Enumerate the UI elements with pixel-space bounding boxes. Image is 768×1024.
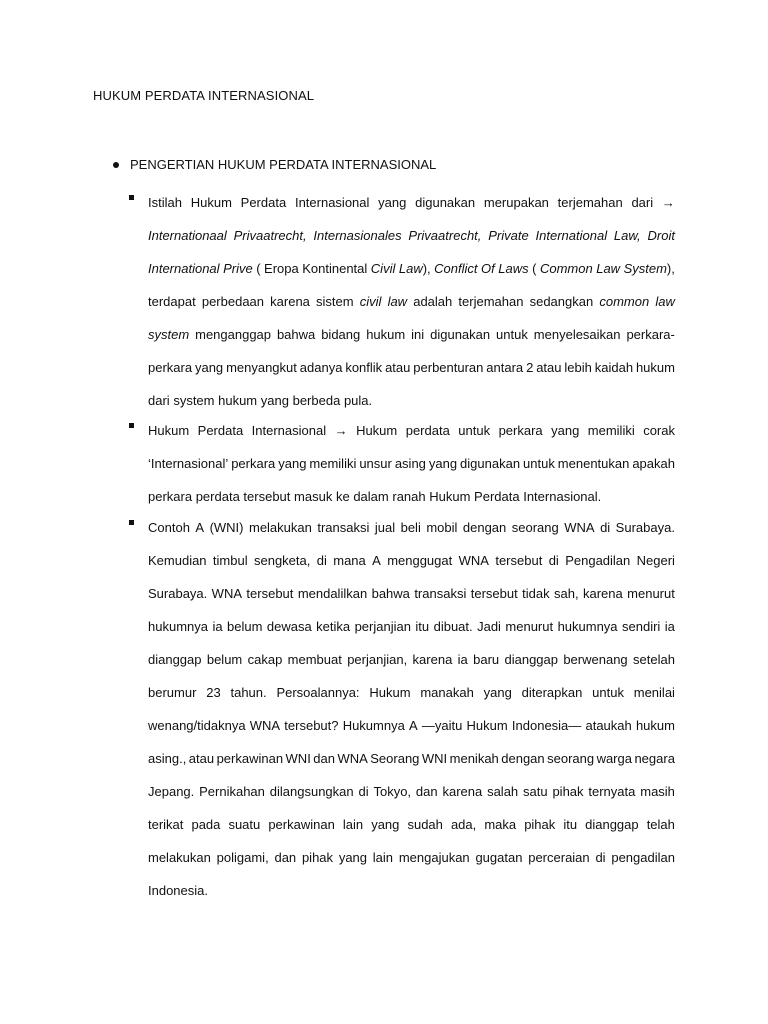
word: WNA: [564, 520, 595, 535]
word: membuat: [287, 652, 342, 667]
word: Perdata: [197, 423, 244, 438]
word: masih: [640, 784, 675, 799]
word: seorang: [511, 520, 559, 535]
word: menyelesaikan: [533, 327, 621, 342]
word: tersebut: [470, 586, 518, 601]
word: Hukum: [148, 423, 190, 438]
text-line: [148, 186, 675, 219]
square-bullet-icon: [129, 195, 134, 200]
word: sah,: [554, 586, 579, 601]
word: hukum: [218, 393, 258, 408]
word: menyangkut: [226, 360, 297, 375]
word: memiliki: [309, 456, 357, 471]
word: Hukum: [369, 685, 411, 700]
word: menurut: [627, 586, 675, 601]
word: merupakan: [483, 195, 549, 210]
word: dilangsungkan: [269, 784, 354, 799]
word: atau: [188, 751, 215, 766]
word: 2: [526, 360, 534, 375]
word: transaksi: [317, 520, 370, 535]
text-line: [148, 775, 675, 808]
word: menentukan: [557, 456, 630, 471]
word: dibuat.: [433, 619, 473, 634]
word: hukum: [635, 360, 675, 375]
word: diterapkan: [521, 685, 583, 700]
word: sudah: [407, 817, 443, 832]
word: hukumnya: [557, 619, 618, 634]
word: masuk: [294, 489, 333, 504]
word: itu: [563, 817, 578, 832]
word: wenang/tidaknya: [148, 718, 246, 733]
word: dianggap: [585, 817, 639, 832]
word: Internasional.: [523, 489, 602, 504]
word: Hukumnya: [342, 718, 405, 733]
word: lain: [372, 850, 394, 865]
word: yang: [194, 360, 224, 375]
word: Law),: [398, 261, 431, 276]
word: seorang: [547, 751, 595, 766]
word: sedangkan: [529, 294, 594, 309]
word: baru: [473, 652, 500, 667]
word: karena: [270, 294, 310, 309]
word: Surabaya.: [615, 520, 675, 535]
text-line: [148, 676, 675, 709]
word: transaksi: [414, 586, 467, 601]
word: berumur: [148, 685, 197, 700]
word: Contoh: [148, 520, 190, 535]
word: —yaitu: [421, 718, 463, 733]
word: tersebut?: [284, 718, 339, 733]
word: perdata: [195, 489, 240, 504]
word: tersebut: [495, 553, 543, 568]
word: common: [599, 294, 650, 309]
word: lebih: [564, 360, 592, 375]
text-line: [148, 610, 675, 643]
word: menurut: [505, 619, 554, 634]
word: poligami,: [216, 850, 269, 865]
word: maka: [484, 817, 517, 832]
word: terjemahan: [458, 294, 524, 309]
word: Persoalannya:: [276, 685, 360, 700]
word: Kontinental: [302, 261, 368, 276]
word: perbenturan: [413, 360, 484, 375]
word: terdapat: [148, 294, 196, 309]
word: apakah: [632, 456, 675, 471]
word: mengajukan: [398, 850, 470, 865]
word: Hukum: [356, 423, 398, 438]
word: tidak: [522, 586, 550, 601]
word: (: [256, 261, 261, 276]
word: yang: [371, 817, 400, 832]
word: Indonesia—: [511, 718, 582, 733]
paragraph: [148, 186, 675, 417]
word: bahwa: [276, 327, 316, 342]
word: perkara: [498, 423, 543, 438]
word: menilai: [633, 685, 675, 700]
word: karena: [583, 586, 623, 601]
word: International: [148, 261, 220, 276]
word: law: [655, 294, 675, 309]
word: perjanjian: [354, 619, 411, 634]
word: WNA: [337, 751, 368, 766]
word: suatu: [228, 817, 261, 832]
word: di: [600, 520, 611, 535]
word: International: [535, 228, 608, 243]
word: ia: [664, 619, 675, 634]
word: law: [387, 294, 408, 309]
word: di: [316, 553, 327, 568]
word: dengan: [462, 520, 507, 535]
word: Droit: [647, 228, 675, 243]
word: perkawinan: [216, 751, 284, 766]
word: untuk: [458, 423, 491, 438]
word: belum: [227, 619, 263, 634]
word: yang: [378, 195, 407, 210]
word: asing.,: [148, 751, 187, 766]
word: dan: [274, 850, 297, 865]
word: hukumnya: [148, 619, 208, 634]
text-line: [148, 480, 675, 513]
word: →: [334, 423, 348, 438]
word: tahun.: [230, 685, 267, 700]
word: hukum: [366, 327, 406, 342]
word: Seorang: [370, 751, 420, 766]
text-line: [148, 742, 675, 775]
word: ternyata: [588, 784, 636, 799]
word: karena: [412, 652, 453, 667]
word: menganggap: [195, 327, 272, 342]
word: menggugat: [387, 553, 453, 568]
word: mana: [333, 553, 366, 568]
text-line: [148, 841, 675, 874]
word: Internasionales: [313, 228, 402, 243]
word: sendiri: [622, 619, 661, 634]
word: belum: [206, 652, 243, 667]
word: pula.: [343, 393, 373, 408]
word: atau: [385, 360, 411, 375]
word: perceraian: [528, 850, 590, 865]
word: untuk: [496, 327, 528, 342]
word: System),: [623, 261, 675, 276]
word: →: [661, 195, 675, 210]
word: A: [409, 718, 418, 733]
word: Hukum: [429, 489, 471, 504]
word: manakah: [420, 685, 474, 700]
word: setelah: [633, 652, 675, 667]
word: itu: [415, 619, 430, 634]
word: Indonesia.: [148, 883, 208, 898]
word: 23: [206, 685, 221, 700]
word: negara: [634, 751, 675, 766]
word: perkara: [148, 489, 193, 504]
word: pihak: [524, 817, 556, 832]
word: karena: [442, 784, 483, 799]
list-item: [127, 414, 675, 513]
word: perbedaan: [201, 294, 265, 309]
text-line: [148, 318, 675, 351]
text-line: [148, 511, 675, 544]
word: ia: [457, 652, 468, 667]
word: konflik: [345, 360, 383, 375]
word: ini: [411, 327, 425, 342]
word: tersebut: [246, 586, 294, 601]
word: ranah: [392, 489, 426, 504]
word: ataukah: [585, 718, 632, 733]
word: Law,: [613, 228, 641, 243]
word: dari: [148, 393, 170, 408]
page-title: HUKUM PERDATA INTERNASIONAL: [93, 88, 315, 103]
word: salah: [487, 784, 519, 799]
word: Civil: [370, 261, 396, 276]
word: ke: [335, 489, 350, 504]
word: sistem: [316, 294, 354, 309]
word: perjanjian,: [347, 652, 408, 667]
word: pada: [191, 817, 221, 832]
word: Prive: [223, 261, 253, 276]
word: menikah: [449, 751, 499, 766]
word: warga: [596, 751, 632, 766]
word: terikat: [148, 817, 184, 832]
word: Common: [539, 261, 593, 276]
word: digunakan: [415, 195, 476, 210]
text-line: [148, 252, 675, 285]
word: WNI: [285, 751, 311, 766]
word: di: [595, 850, 606, 865]
word: Internasional: [294, 195, 370, 210]
word: perdata: [405, 423, 450, 438]
word: Istilah: [148, 195, 182, 210]
text-line: [148, 643, 675, 676]
text-line: [148, 219, 675, 252]
word: ketika: [316, 619, 351, 634]
list-item: [127, 186, 675, 417]
word: ada,: [450, 817, 477, 832]
word: Privaatrecht,: [408, 228, 482, 243]
word: Kemudian: [148, 553, 207, 568]
word: dewasa: [266, 619, 312, 634]
paragraph: [148, 414, 675, 513]
text-line: [148, 709, 675, 742]
word: Private: [488, 228, 529, 243]
word: lain: [342, 817, 364, 832]
word: perkawinan: [268, 817, 335, 832]
word: Privaatrecht,: [233, 228, 307, 243]
word: Internationaal: [148, 228, 227, 243]
word: Jepang.: [148, 784, 195, 799]
word: antara: [486, 360, 524, 375]
word: asing: [394, 456, 426, 471]
word: Conflict: [434, 261, 478, 276]
word: bahwa: [371, 586, 410, 601]
word: telah: [646, 817, 675, 832]
word: di: [358, 784, 369, 799]
word: civil: [359, 294, 382, 309]
word: hukum: [635, 718, 675, 733]
word: Tokyo,: [373, 784, 412, 799]
word: ia: [212, 619, 223, 634]
word: Pernikahan: [199, 784, 265, 799]
word: WNA: [458, 553, 489, 568]
section-heading-label: PENGERTIAN HUKUM PERDATA INTERNASIONAL: [130, 157, 437, 172]
bullet-disc-icon: [113, 162, 119, 168]
word: gugatan: [475, 850, 523, 865]
word: Internasional: [251, 423, 327, 438]
word: (: [532, 261, 537, 276]
word: beli: [400, 520, 421, 535]
word: yang: [278, 456, 307, 471]
text-line: [148, 414, 675, 447]
word: Jadi: [477, 619, 501, 634]
text-line: [148, 544, 675, 577]
word: perkara-: [626, 327, 675, 342]
word: WNA: [249, 718, 281, 733]
word: system: [173, 393, 215, 408]
text-line: [148, 577, 675, 610]
word: atau: [536, 360, 562, 375]
word: adanya: [299, 360, 343, 375]
word: yang: [338, 850, 368, 865]
word: jual: [374, 520, 396, 535]
text-line: [148, 351, 675, 384]
word: Surabaya.: [148, 586, 208, 601]
word: Hukum: [466, 718, 508, 733]
word: yang: [428, 456, 458, 471]
word: melakukan: [148, 850, 211, 865]
word: Negeri: [636, 553, 675, 568]
word: adalah: [413, 294, 453, 309]
word: pihak: [552, 784, 584, 799]
word: WNI: [421, 751, 448, 766]
word: perkara: [148, 360, 193, 375]
word: pengadilan: [611, 850, 675, 865]
word: cakap: [247, 652, 283, 667]
square-bullet-icon: [129, 423, 134, 428]
word: untuk: [592, 685, 624, 700]
word: satu: [523, 784, 548, 799]
text-line: [148, 874, 675, 907]
word: pihak: [301, 850, 334, 865]
word: yang: [483, 685, 512, 700]
word: dan: [313, 751, 335, 766]
text-line: [148, 808, 675, 841]
word: Laws: [498, 261, 529, 276]
paragraph: [148, 511, 675, 907]
word: Perdata: [474, 489, 520, 504]
word: Perdata: [240, 195, 287, 210]
word: bidang: [321, 327, 361, 342]
word: berbeda: [292, 393, 341, 408]
square-bullet-icon: [129, 520, 134, 525]
word: A: [195, 520, 205, 535]
list-item: [127, 511, 675, 907]
word: melakukan: [248, 520, 312, 535]
word: sengketa,: [253, 553, 311, 568]
word: Hukum: [190, 195, 232, 210]
word: kaidah: [594, 360, 634, 375]
word: perkara: [231, 456, 276, 471]
word: Of: [481, 261, 495, 276]
word: mendalilkan: [297, 586, 368, 601]
word: dari: [631, 195, 654, 210]
word: terjemahan: [557, 195, 623, 210]
word: A: [372, 553, 381, 568]
word: Pengadilan: [565, 553, 631, 568]
word: memiliki: [587, 423, 635, 438]
word: dengan: [501, 751, 545, 766]
word: Eropa: [264, 261, 299, 276]
word: yang: [551, 423, 580, 438]
word: Law: [596, 261, 621, 276]
word: timbul: [212, 553, 248, 568]
word: (WNI): [209, 520, 244, 535]
word: dalam: [353, 489, 389, 504]
word: yang: [260, 393, 289, 408]
text-line: [148, 384, 675, 417]
word: dan: [415, 784, 438, 799]
word: digunakan: [430, 327, 491, 342]
text-line: [148, 285, 675, 318]
word: mobil: [426, 520, 458, 535]
word: system: [148, 327, 190, 342]
word: tersebut: [243, 489, 291, 504]
word: dianggap: [504, 652, 558, 667]
word: corak: [643, 423, 675, 438]
word: untuk: [523, 456, 555, 471]
section-heading: [113, 157, 436, 172]
word: dianggap: [148, 652, 202, 667]
text-line: [148, 447, 675, 480]
word: unsur: [359, 456, 392, 471]
word: ‘Internasional’: [148, 456, 229, 471]
word: berwenang: [563, 652, 628, 667]
word: digunakan: [460, 456, 521, 471]
word: di: [548, 553, 559, 568]
word: WNA: [211, 586, 243, 601]
